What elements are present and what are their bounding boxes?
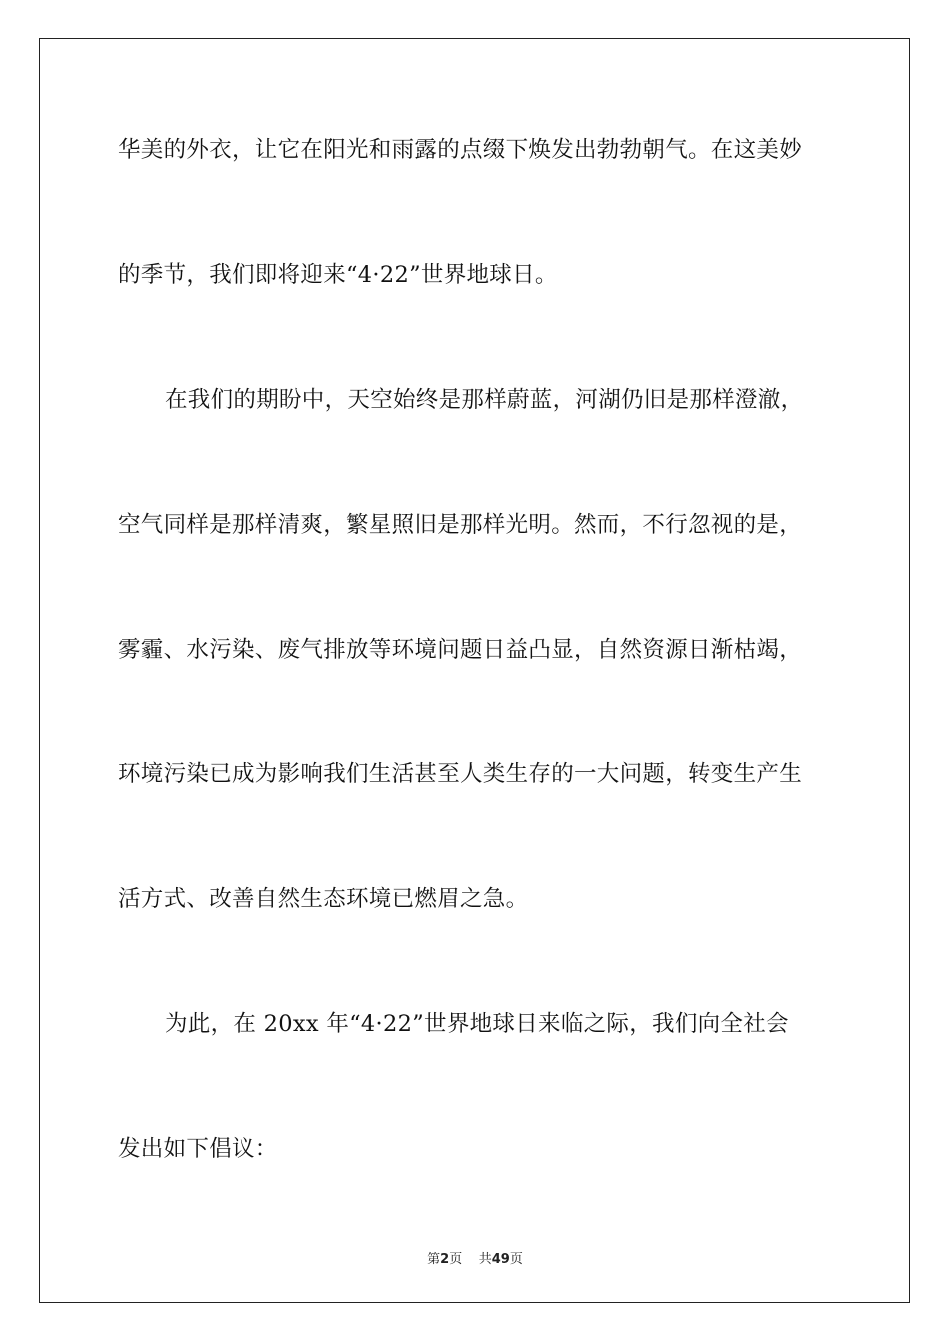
paragraph-line: 环境污染已成为影响我们生活甚至人类生存的一大问题，转变生产生 [118, 761, 803, 787]
paragraph-line: 在我们的期盼中，天空始终是那样蔚蓝，河湖仍旧是那样澄澈， [165, 387, 804, 413]
page-border [39, 38, 910, 1303]
total-suffix: 页 [509, 1252, 523, 1267]
page-suffix: 页 [449, 1252, 463, 1267]
paragraph-line: 的季节，我们即将迎来“4·22”世界地球日。 [118, 262, 558, 288]
page-number: 2 [440, 1252, 450, 1267]
total-prefix: 共 [478, 1252, 492, 1267]
paragraph-line: 空气同样是那样清爽，繁星照旧是那样光明。然而，不行忽视的是， [118, 512, 803, 538]
total-pages: 49 [491, 1252, 510, 1267]
page-prefix: 第 [427, 1252, 441, 1267]
paragraph-line: 发出如下倡议： [118, 1136, 278, 1162]
paragraph-line: 为此，在 20xx 年“4·22”世界地球日来临之际，我们向全社会 [165, 1011, 789, 1037]
page-footer [0, 1248, 950, 1267]
paragraph-line: 华美的外衣，让它在阳光和雨露的点缀下焕发出勃勃朝气。在这美妙 [118, 137, 803, 163]
paragraph-line: 雾霾、水污染、废气排放等环境问题日益凸显，自然资源日渐枯竭， [118, 637, 803, 663]
paragraph-line: 活方式、改善自然生态环境已燃眉之急。 [118, 886, 529, 912]
